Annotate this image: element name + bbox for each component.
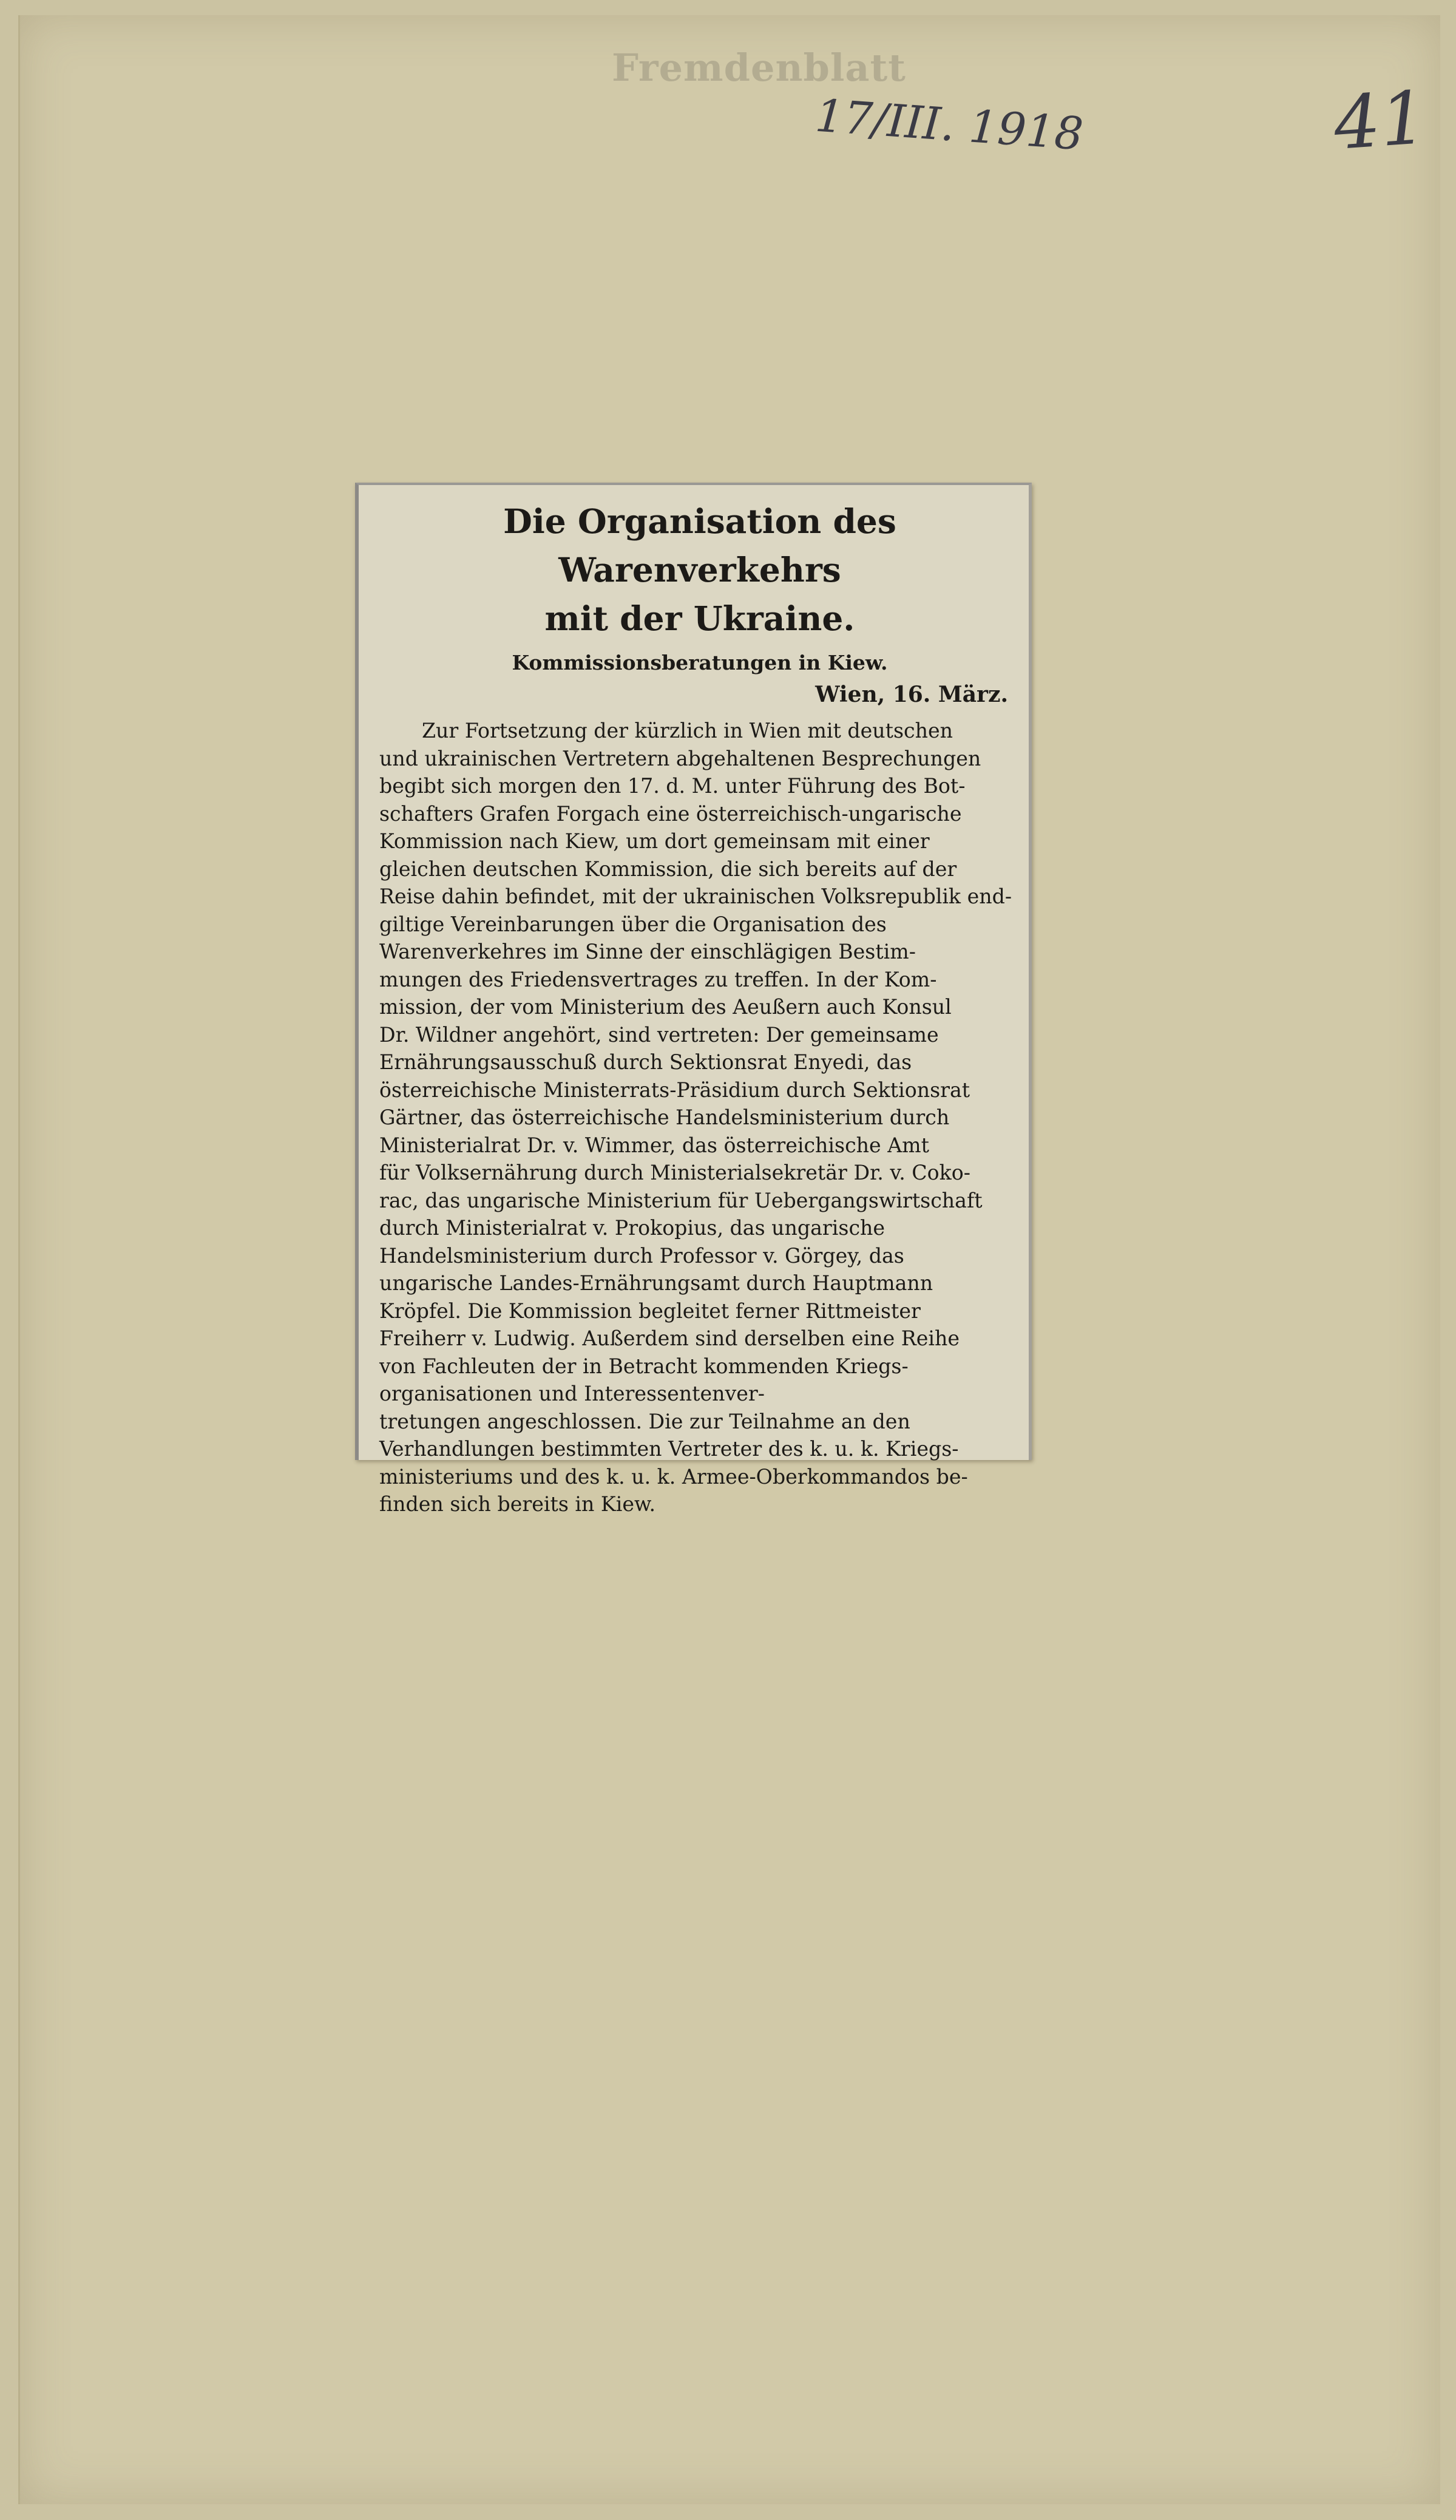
body-line: Handelsministerium durch Professor v. Görgey, das — [379, 1243, 904, 1268]
newspaper-clipping — [355, 483, 1032, 1516]
body-line: und ukrainischen Vertretern abgehaltenen Besprechungen — [379, 746, 981, 770]
handwritten-date: 17/III. 1918 — [813, 89, 1085, 161]
folio-number: 41 — [1331, 75, 1430, 167]
body-line: Dr. Wildner angehört, sind vertreten: Der gemeinsame — [379, 1022, 939, 1047]
body-line: organisationen und Interessentenver- — [379, 1382, 765, 1405]
body-line: Warenverkehres im Sinne der einschlägigen Bestim- — [379, 940, 916, 963]
body-line: Reise dahin befindet, mit der ukrainischen Volksrepublik end- — [379, 885, 1012, 908]
body-line: schafters Grafen Forgach eine österreichisch-ungarische — [379, 801, 962, 826]
body-line: gleichen deutschen Kommission, die sich bereits auf der — [379, 857, 957, 881]
article-subheadline: Kommissionsberatungen in Kiew. — [512, 651, 888, 674]
headline-line: mit der Ukraine. — [544, 599, 855, 638]
body-line: österreichische Ministerrats-Präsidium durch Sektionsrat — [379, 1078, 970, 1102]
body-line: für Volksernährung durch Ministerialsekretär Dr. v. Coko- — [379, 1161, 970, 1184]
body-line: Ernährungsausschuß durch Sektionsrat Enyedi, das — [379, 1050, 912, 1074]
body-line: begibt sich morgen den 17. d. M. unter Führung des Bot- — [379, 774, 966, 798]
article-dateline: Wien, 16. März. — [815, 682, 1008, 707]
body-line: rac, das ungarische Ministerium für Uebergangswirtschaft — [379, 1188, 983, 1212]
article-body — [379, 717, 1020, 1518]
body-line: ungarische Landes-Ernährungsamt durch Hauptmann — [379, 1271, 933, 1295]
body-line: giltige Vereinbarungen über die Organisation des — [379, 912, 887, 936]
body-line: Kröpfel. Die Kommission begleitet ferner Rittmeister — [379, 1299, 921, 1323]
body-line: Ministerialrat Dr. v. Wimmer, das österreichische Amt — [379, 1133, 929, 1157]
body-line: durch Ministerialrat v. Prokopius, das ungarische — [379, 1216, 885, 1240]
body-line: tretungen angeschlossen. Die zur Teilnahme an den — [379, 1409, 910, 1433]
body-line: Freiherr v. Ludwig. Außerdem sind derselben eine Reihe — [379, 1326, 960, 1350]
newspaper-stamp: Fremdenblatt — [612, 46, 906, 90]
body-line: Zur Fortsetzung der kürzlich in Wien mit deutschen — [422, 719, 953, 742]
body-line: finden sich bereits in Kiew. — [379, 1492, 655, 1516]
body-line: mission, der vom Ministerium des Aeußern auch Konsul — [379, 995, 952, 1019]
body-line: Kommission nach Kiew, um dort gemeinsam mit einer — [379, 829, 930, 853]
body-line: von Fachleuten der in Betracht kommenden Kriegs- — [379, 1354, 909, 1378]
body-line: ministeriums und des k. u. k. Armee-Oberkommandos be- — [379, 1464, 968, 1489]
body-line: Gärtner, das österreichische Handelsministerium durch — [379, 1105, 950, 1129]
body-line: Verhandlungen bestimmten Vertreter des k. u. k. Kriegs- — [379, 1437, 959, 1461]
headline-line: Die Organisation des Warenverkehrs — [503, 501, 896, 589]
body-line: mungen des Friedensvertrages zu treffen. In der Kom- — [379, 967, 937, 991]
article-headline — [379, 497, 1020, 643]
